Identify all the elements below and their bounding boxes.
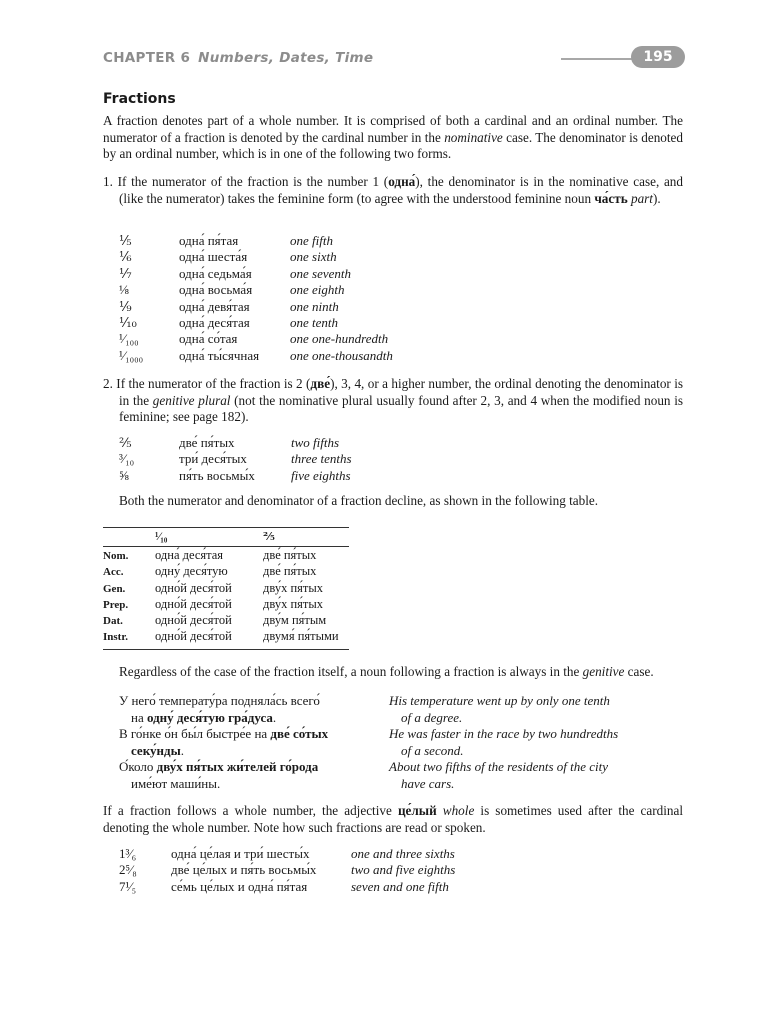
example-bold: две́ со́тых xyxy=(270,726,329,741)
english-text: five eighths xyxy=(291,467,351,483)
russian-text: две́ це́лых и пя́ть восьмы́х xyxy=(171,862,317,878)
numbered-item-1 xyxy=(103,174,683,207)
table-row xyxy=(103,563,349,579)
fraction: ³⁄₁₀ xyxy=(119,451,135,467)
example-ru-3 xyxy=(119,759,381,792)
example-bold: секу́нды xyxy=(131,742,181,758)
item-bold-word: ча́сть xyxy=(594,190,628,206)
case-label: Gen. xyxy=(103,582,126,595)
item-text: ), 3, 4, or a higher number, the ordinal denoting the denominator is in the xyxy=(119,376,684,408)
example-text: . xyxy=(272,709,277,725)
header-cell: ⅖ xyxy=(263,531,275,543)
english-text: one sixth xyxy=(290,249,337,265)
fraction: ⅙ xyxy=(119,249,132,265)
russian-text: одна́ шеста́я xyxy=(179,249,248,265)
genitive-paragraph xyxy=(119,664,683,681)
english-text: one seventh xyxy=(290,265,352,281)
item-italic-word: genitive plural xyxy=(152,392,231,408)
russian-text: три́ деся́тых xyxy=(179,451,247,467)
russian-text: две́ пя́тых xyxy=(179,435,235,450)
table-cell: одно́й деся́той xyxy=(155,596,232,611)
example-line xyxy=(119,743,381,760)
list-item xyxy=(119,451,352,467)
item-text: If the numerator of the fraction is the number 1 ( xyxy=(117,174,389,189)
item-text: ), the denominator is in the nominative case, and (like the numerator) takes the feminine form (to agree with the understood feminine noun xyxy=(119,174,683,206)
table-cell: две́ пя́тых xyxy=(263,548,317,562)
fraction: ⅕ xyxy=(119,233,132,248)
fraction: 1³⁄₆ xyxy=(119,846,137,861)
fraction-list-1 xyxy=(119,233,393,364)
table-row xyxy=(103,580,349,596)
example-line: of a degree. xyxy=(401,709,463,725)
table-cell: дву́м пя́тым xyxy=(263,613,327,628)
list-item xyxy=(119,862,455,878)
para-bold: це́лый xyxy=(397,803,437,818)
example-text: О́коло xyxy=(119,759,157,774)
russian-text: одна́ деся́тая xyxy=(179,314,250,330)
table-row xyxy=(103,596,349,612)
list-item xyxy=(119,468,352,484)
para-text: Regardless of the case of the fraction itself, a noun following a fraction is always in the xyxy=(119,664,583,679)
list-item xyxy=(119,435,352,451)
example-en-2 xyxy=(389,726,689,759)
chapter-title: Numbers, Dates, Time xyxy=(198,50,374,66)
section-title: Fractions xyxy=(103,91,176,107)
list-item xyxy=(119,331,393,347)
russian-text: се́мь це́лых и одна́ пя́тая xyxy=(171,878,308,894)
fraction: ⅒ xyxy=(119,314,137,330)
example-text: . xyxy=(180,742,184,758)
example-text: В го́нке о́н бы́л быстре́е на xyxy=(119,726,271,741)
fraction-list-2 xyxy=(119,435,352,484)
english-text: seven and one fifth xyxy=(351,878,449,894)
english-text: one and three sixths xyxy=(351,846,455,861)
list-item xyxy=(119,282,393,298)
russian-text: одна́ це́лая и три́ шесты́х xyxy=(171,846,310,861)
english-text: one one-hundredth xyxy=(290,331,389,347)
item-text: ). xyxy=(652,190,661,206)
fraction: ¹⁄₁₀₀₀ xyxy=(119,347,144,363)
english-text: one one-thousandth xyxy=(290,347,393,363)
fraction: 2⁵⁄₈ xyxy=(119,862,137,878)
table-cell: одно́й деся́той xyxy=(155,580,232,595)
case-label: Nom. xyxy=(103,550,129,562)
russian-text: одна́ ты́сячная xyxy=(179,347,260,363)
running-header xyxy=(103,46,685,70)
fraction: ⅖ xyxy=(119,435,132,450)
table-header xyxy=(103,528,349,547)
case-label: Prep. xyxy=(103,598,129,611)
fraction: ⅐ xyxy=(119,265,132,281)
example-line: име́ют маши́ны. xyxy=(131,775,221,791)
example-line: He was faster in the race by two hundredths xyxy=(389,726,619,741)
example-bold: дву́х пя́тых жи́телей го́рода xyxy=(156,759,319,774)
example-bold: одну́ деся́тую гра́дуса xyxy=(146,709,273,725)
english-text: one eighth xyxy=(290,282,345,298)
example-line: His temperature went up by only one tenth xyxy=(389,693,610,708)
item-bold-word: одна́ xyxy=(388,174,416,189)
example-line xyxy=(119,726,381,743)
fraction: 7¹⁄₅ xyxy=(119,878,137,894)
intro-text: A fraction denotes part of a whole number. It is comprised of both a cardinal and an ordinal number. The numerator of a fraction is denoted by the cardinal number in the xyxy=(103,113,683,145)
example-ru-2 xyxy=(119,726,381,759)
list-item xyxy=(119,348,393,364)
table-intro: Both the numerator and denominator of a fraction decline, as shown in the following table. xyxy=(119,493,599,508)
english-text: one fifth xyxy=(290,233,333,248)
table-cell: две́ пя́тых xyxy=(263,564,317,579)
fraction: ⅑ xyxy=(119,298,132,314)
example-ru-1 xyxy=(119,693,381,726)
russian-text: пя́ть восьмы́х xyxy=(179,467,255,483)
table-cell: двумя́ пя́тыми xyxy=(263,629,339,644)
intro-text: case. The denominator is denoted by an ordinal number, which is in one of the following two forms. xyxy=(103,129,683,162)
example-line: У него́ температу́ра подняла́сь всего́ xyxy=(119,693,320,708)
item-text: If the numerator of the fraction is 2 ( xyxy=(116,376,311,391)
item-number: 2. xyxy=(103,376,113,391)
list-item xyxy=(119,879,455,895)
page-number: 195 xyxy=(631,46,685,68)
russian-text: одна́ девя́тая xyxy=(179,298,250,314)
para-text: is sometimes used after the cardinal denoting the whole number. Note how such fractions are read or spoken. xyxy=(103,803,684,835)
case-label: Acc. xyxy=(103,566,124,579)
russian-text: одна́ седьма́я xyxy=(179,265,252,281)
item-italic-word: part xyxy=(630,190,653,206)
english-text: two fifths xyxy=(291,435,340,450)
list-item xyxy=(119,233,393,249)
table-row xyxy=(103,628,349,644)
example-text: на xyxy=(131,709,147,725)
example-line xyxy=(119,759,381,776)
case-label: Dat. xyxy=(103,615,123,628)
item-text: (not the nominative plural usually found after 2, 3, and 4 when the modified noun is feminine; see page 182). xyxy=(119,392,683,425)
intro-emphasis: nominative xyxy=(444,129,503,145)
list-item xyxy=(119,249,393,265)
russian-text: одна́ со́тая xyxy=(179,331,238,347)
mixed-number-list xyxy=(119,846,455,895)
numbered-item-2 xyxy=(103,376,683,426)
list-item xyxy=(119,846,455,862)
list-item xyxy=(119,266,393,282)
table-row xyxy=(103,547,349,563)
english-text: three tenths xyxy=(291,451,352,467)
russian-text: одна́ пя́тая xyxy=(179,233,239,248)
case-label: Instr. xyxy=(103,631,128,644)
intro-paragraph xyxy=(103,113,683,163)
fraction: ¹⁄₁₀₀ xyxy=(119,331,139,347)
russian-text: одна́ восьма́я xyxy=(179,282,253,298)
example-line xyxy=(119,710,381,727)
item-number: 1. xyxy=(103,174,113,189)
chapter-label: CHAPTER 6 xyxy=(103,50,191,66)
table-cell: одну́ деся́тую xyxy=(155,564,228,579)
para-text: case. xyxy=(624,664,654,679)
table-row xyxy=(103,612,349,628)
list-item xyxy=(119,315,393,331)
english-text: one ninth xyxy=(290,298,339,314)
table-cell: дву́х пя́тых xyxy=(263,580,324,595)
item-bold-word: две́ xyxy=(310,376,331,391)
table-cell: дву́х пя́тых xyxy=(263,596,324,611)
table-cell: одно́й деся́той xyxy=(155,629,232,644)
fraction: ⅛ xyxy=(119,282,129,298)
para-emphasis: genitive xyxy=(582,664,625,679)
whole-number-paragraph xyxy=(103,803,683,836)
example-line: About two fifths of the residents of the city xyxy=(389,759,609,774)
header-cell: ¹⁄₁₀ xyxy=(155,531,168,543)
english-text: two and five eighths xyxy=(351,862,456,878)
example-en-3 xyxy=(389,759,689,792)
para-emphasis: whole xyxy=(442,803,475,818)
english-text: one tenth xyxy=(290,314,339,330)
para-text: If a fraction follows a whole number, the adjective xyxy=(103,803,398,818)
chapter-heading xyxy=(103,50,373,66)
table-cell: одно́й деся́той xyxy=(155,613,232,628)
table-cell: одна́ деся́тая xyxy=(155,548,224,562)
example-line: have cars. xyxy=(401,775,455,791)
example-en-1 xyxy=(389,693,689,726)
fraction: ⅝ xyxy=(119,467,129,483)
example-line: of a second. xyxy=(401,742,464,758)
list-item xyxy=(119,299,393,315)
declension-table xyxy=(103,527,349,650)
